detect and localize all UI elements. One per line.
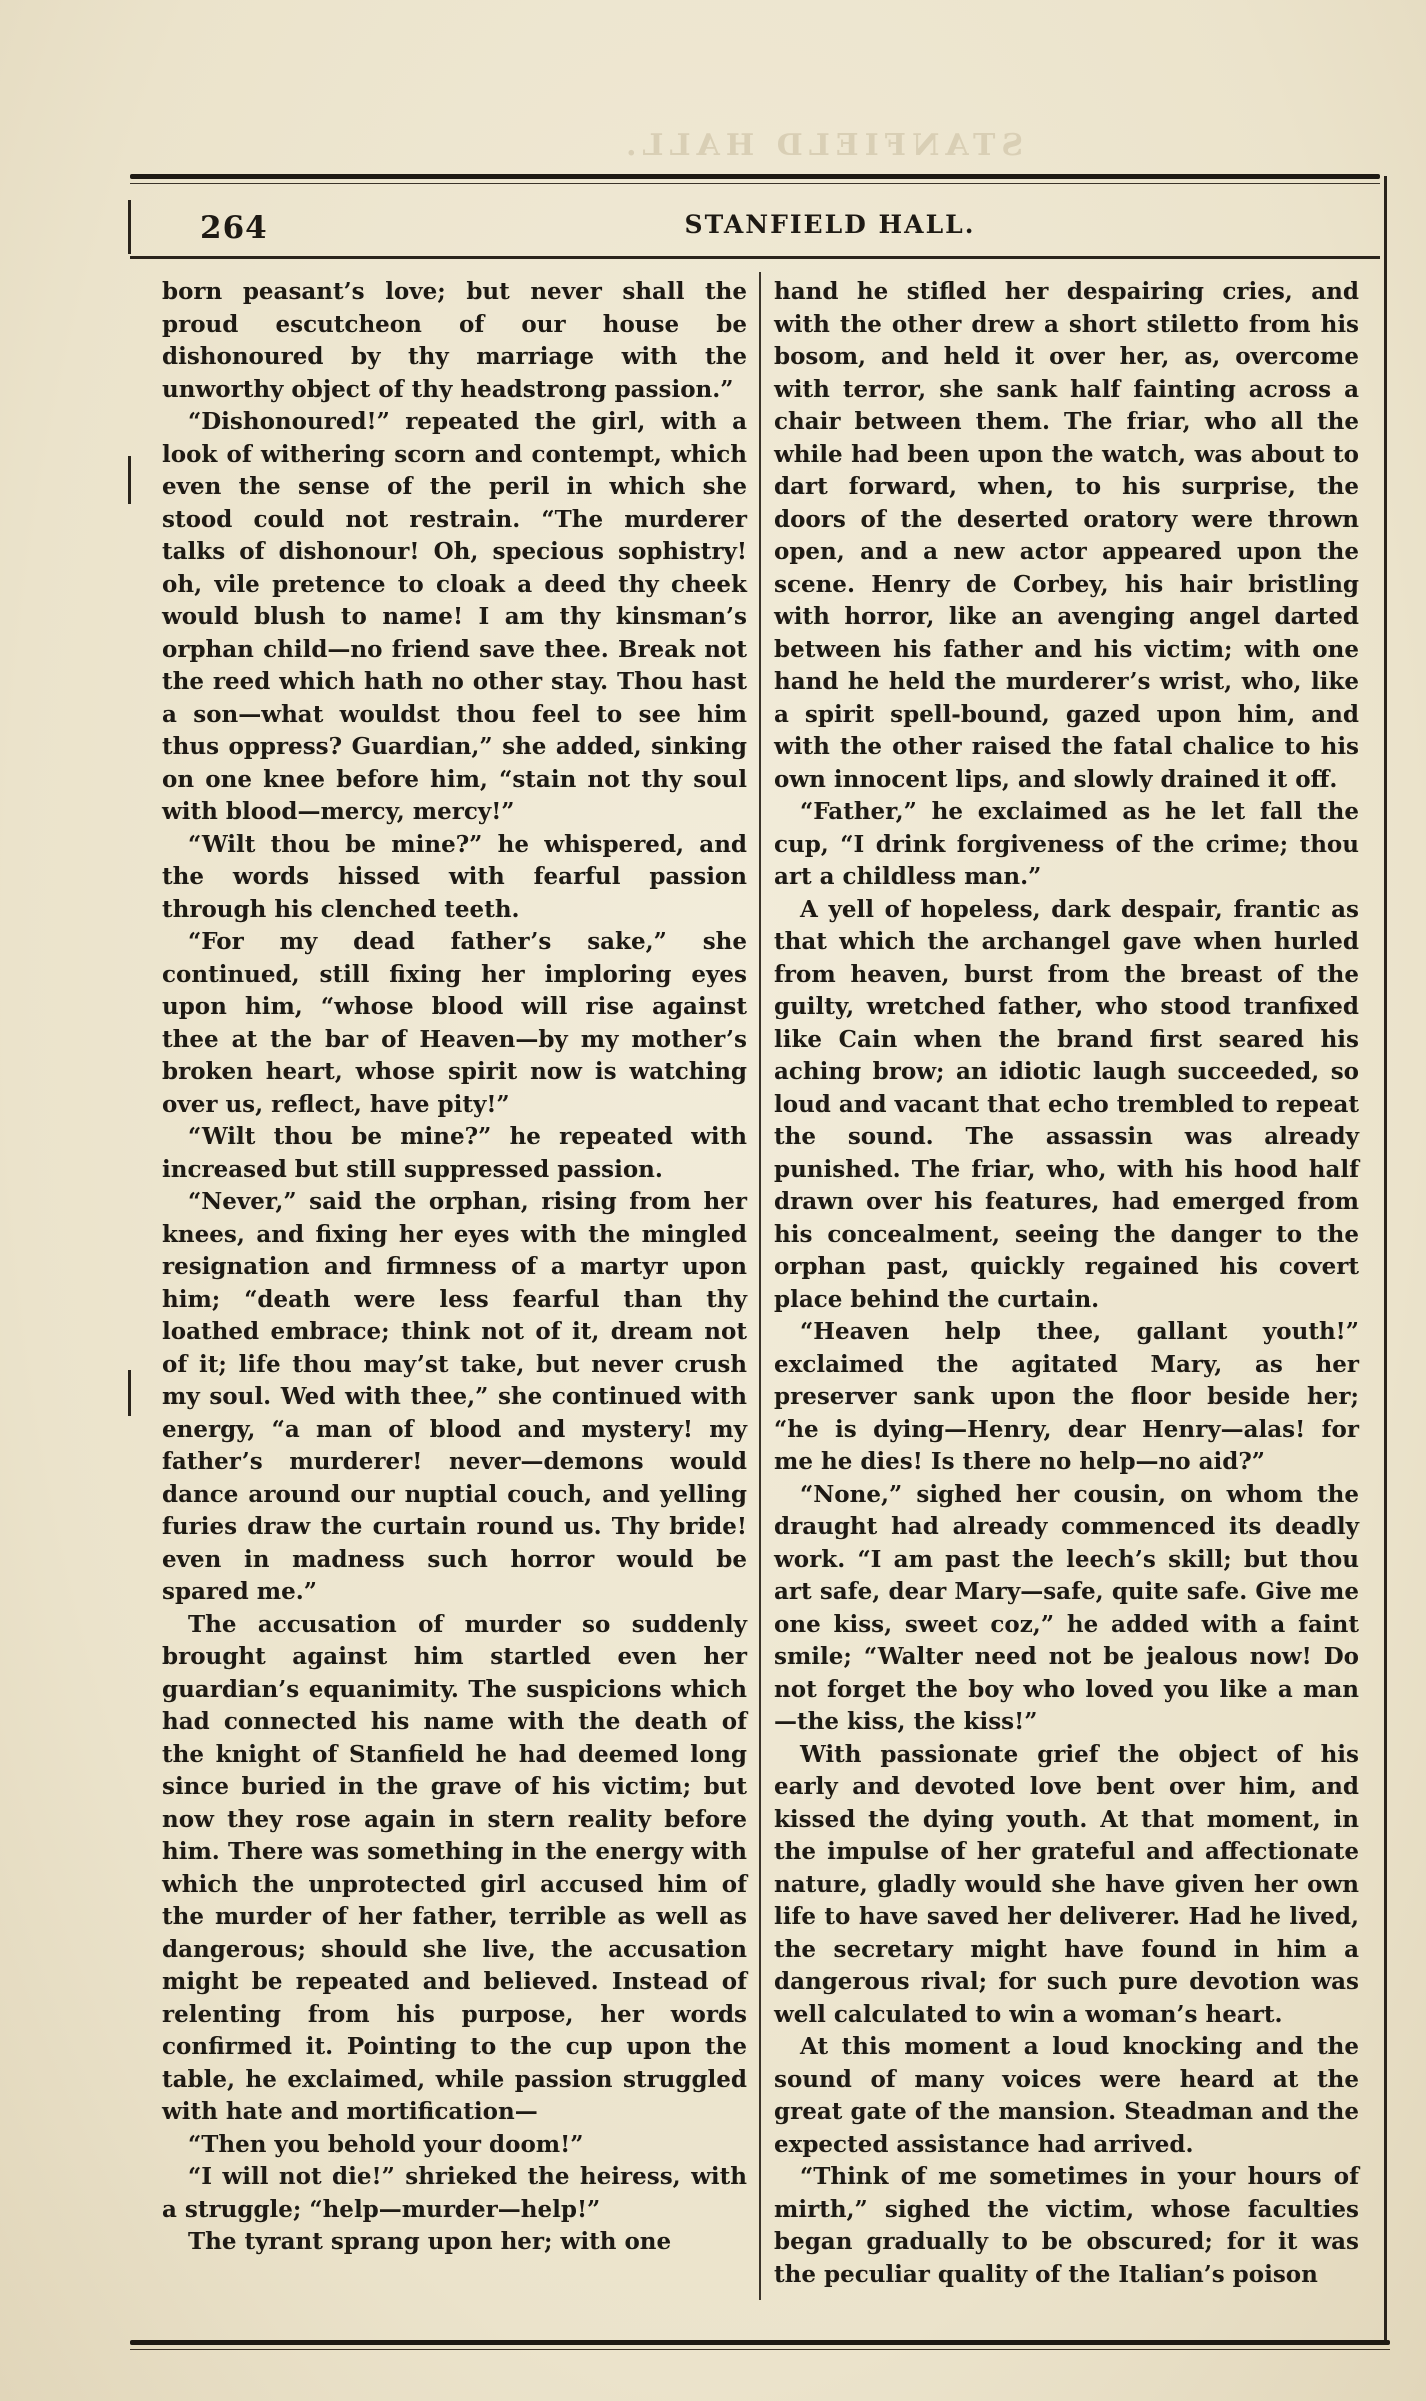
paragraph: “Think of me sometimes in your hours of mirth,” sighed the victim, whose faculties began gradually to be obscured; for it was the peculiar quality of the Italian’s poison (774, 2163, 1359, 2288)
paragraph: “Wilt thou be mine?” he repeated with increased but still suppressed passion. (162, 1123, 747, 1183)
paragraph: The accusation of murder so suddenly brought against him startled even her guardian’s equanimity. The suspicions which had connected his name with the death of the knight of Stanfield he had deemed long since buried in the grave of his victim; but now they rose again in stern reality before him. There was something in the energy with which the unprotected girl accused him of the murder of her father, terrible as well as dangerous; should she live, the accusation might be repeated and believed. Instead of relenting from his purpose, her words confirmed it. Pointing to the cup upon the table, he exclaimed, while passion struggled with hate and mortification— (162, 1610, 747, 2125)
paragraph: “Never,” said the orphan, rising from her knees, and fixing her eyes with the mingled resignation and firmness of a martyr upon him; “death were less fearful than thy loathed embrace; think not of it, dream not of it; life thou may’st take, but never crush my soul. Wed with thee,” she continued with energy, “a man of blood and mystery! my father’s murderer! never—demons would dance around our nuptial couch, and yelling furies draw the curtain round us. Thy bride! even in madness such horror would be spared me.” (162, 1188, 747, 1605)
paragraph: The tyrant sprang upon her; with one (188, 2228, 672, 2255)
left-margin-mark (128, 456, 131, 504)
right-frame-rule (1384, 176, 1387, 2344)
paragraph: At this moment a loud knocking and the sound of many voices were heard at the great gate of the mansion. Steadman and the expected assistance had arrived. (774, 2033, 1359, 2158)
paragraph: “Dishonoured!” repeated the girl, with a look of withering scorn and contempt, which even the sense of the peril in which she stood could not restrain. “The murderer talks of dishonour! Oh, specious sophistry! oh, vile pretence to cloak a deed thy cheek would blush to name! I am thy kinsman’s orphan child—no friend save thee. Break not the reed which hath no other stay. Thou hast a son—what wouldst thou feel to see him thus oppress? Guardian,” she added, sinking on one knee before him, “stain not thy soul with blood—mercy, mercy!” (162, 408, 747, 825)
paragraph: “Wilt thou be mine?” he whispered, and the words hissed with fearful passion through his clenched teeth. (162, 830, 747, 923)
right-column (774, 276, 1359, 2291)
paragraph: “Father,” he exclaimed as he let fall the cup, “I drink forgiveness of the crime; thou art a childless man.” (774, 798, 1359, 890)
header-rule (130, 256, 1380, 259)
paragraph: hand he stifled her despairing cries, and with the other drew a short stiletto from his bosom, and held it over her, as, overcome with terror, she sank half fainting across a chair between them. The friar, who all the while had been upon the watch, was about to dart forward, when, to his surprise, the doors of the deserted oratory were thrown open, and a new actor appeared upon the scene. Henry de Corbey, his hair bristling with horror, like an avenging angel darted between his father and his victim; with one hand he held the murderer’s wrist, who, like a spirit spell-bound, gazed upon him, and with the other raised the fatal chalice to his own innocent lips, and slowly drained it off. (774, 278, 1359, 793)
paragraph: With passionate grief the object of his early and devoted love bent over him, and kissed the dying youth. At that moment, in the impulse of her grateful and affectionate nature, gladly would she have given her own life to have saved her deliverer. Had he lived, the secretary might have found in him a dangerous rival; for such pure devotion was well calculated to win a woman’s heart. (774, 1740, 1359, 2028)
paragraph: “None,” sighed her cousin, on whom the draught had already commenced its deadly work. “I am past the leech’s skill; but thou art safe, dear Mary—safe, quite safe. Give me one kiss, sweet coz,” he added with a faint smile; “Walter need not be jealous now! Do not forget the boy who loved you like a man—the kiss, the kiss!” (774, 1480, 1359, 1735)
paragraph: “For my dead father’s sake,” she continued, still fixing her imploring eyes upon him, “whose blood will rise against thee at the bar of Heaven—by my mother’s broken heart, whose spirit now is watching over us, reflect, have pity!” (162, 928, 747, 1118)
top-border-rule (130, 174, 1380, 179)
bleed-through-heading: STANFIELD HALL. (620, 128, 1024, 163)
running-head: STANFIELD HALL. (684, 210, 976, 239)
bottom-border-rule (130, 2340, 1390, 2345)
page-number: 264 (200, 210, 268, 246)
bottom-border-rule-thin (130, 2349, 1390, 2350)
paragraph: A yell of hopeless, dark despair, frantic as that which the archangel gave when hurled from heaven, burst from the breast of the guilty, wretched father, who stood tranfixed like Cain when the brand first seared his aching brow; an idiotic laugh succeeded, so loud and vacant that echo trembled to repeat the sound. The assassin was already punished. The friar, who, with his hood half drawn over his features, had emerged from his concealment, seeing the danger to the orphan past, quickly regained his covert place behind the curtain. (774, 895, 1359, 1313)
paragraph: “I will not die!” shrieked the heiress, with a struggle; “help—murder—help!” (162, 2163, 747, 2223)
paragraph: “Heaven help thee, gallant youth!” exclaimed the agitated Mary, as her preserver sank upon the floor beside her; “he is dying—Henry, dear Henry—alas! for me he dies! Is there no help—no aid?” (774, 1318, 1359, 1475)
left-margin-mark (128, 200, 131, 254)
column-divider (759, 272, 761, 2300)
paragraph: “Then you behold your doom!” (188, 2130, 584, 2158)
top-border-rule-thin (130, 183, 1380, 184)
left-column (162, 276, 747, 2259)
paragraph: born peasant’s love; but never shall the proud escutcheon of our house be dishonoured by thy marriage with the unworthy object of thy headstrong passion.” (162, 278, 747, 403)
left-margin-mark (128, 1370, 131, 1416)
